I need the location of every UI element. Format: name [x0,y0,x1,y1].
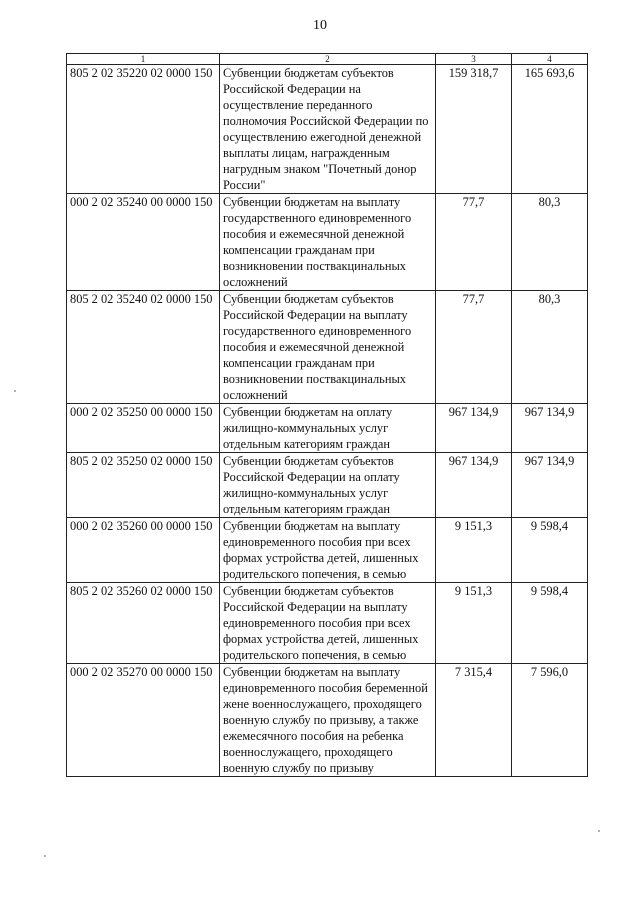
budget-table [66,53,588,777]
value-year2-cell: 967 134,9 [512,404,588,453]
budget-code-cell: 805 2 02 35250 02 0000 150 [67,453,220,518]
value-year1-cell: 9 151,3 [436,518,512,583]
description-cell: Субвенции бюджетам субъектов Российской Федерации на выплату государственного единовременного пособия и ежемесячной денежной компенсации гражданам при возникновении поствакцинальных осложнений [220,291,436,404]
table-row [67,65,588,194]
value-year1-cell: 77,7 [436,194,512,291]
column-header-code-number: 1 [67,54,220,65]
value-year2-cell: 967 134,9 [512,453,588,518]
table-header-row [67,54,588,65]
description-cell: Субвенции бюджетам на выплату единовременного пособия при всех формах устройства детей, лишенных родительского попечения, в семью [220,518,436,583]
table-row [67,518,588,583]
value-year1-cell: 967 134,9 [436,453,512,518]
budget-code-cell: 000 2 02 35270 00 0000 150 [67,664,220,777]
scan-speck [598,830,600,832]
description-cell: Субвенции бюджетам субъектов Российской Федерации на выплату единовременного пособия при всех формах устройства детей, лишенных родительского попечения, в семью [220,583,436,664]
value-year2-cell: 80,3 [512,194,588,291]
scan-speck [14,390,16,392]
budget-code-cell: 000 2 02 35250 00 0000 150 [67,404,220,453]
budget-code-cell: 805 2 02 35240 02 0000 150 [67,291,220,404]
description-cell: Субвенции бюджетам на оплату жилищно-коммунальных услуг отдельным категориям граждан [220,404,436,453]
table-row [67,291,588,404]
value-year1-cell: 967 134,9 [436,404,512,453]
budget-code-cell: 805 2 02 35260 02 0000 150 [67,583,220,664]
table-row [67,583,588,664]
value-year2-cell: 165 693,6 [512,65,588,194]
description-cell: Субвенции бюджетам субъектов Российской Федерации на осуществление переданного полномочия Российской Федерации по осуществлению ежегодной денежной выплаты лицам, награжденным нагрудным знаком "Почетный донор России" [220,65,436,194]
value-year2-cell: 80,3 [512,291,588,404]
value-year1-cell: 9 151,3 [436,583,512,664]
value-year1-cell: 159 318,7 [436,65,512,194]
table-row [67,194,588,291]
value-year2-cell: 7 596,0 [512,664,588,777]
description-cell: Субвенции бюджетам на выплату государственного единовременного пособия и ежемесячной денежной компенсации гражданам при возникновении поствакцинальных осложнений [220,194,436,291]
table-row [67,664,588,777]
scan-speck [44,855,46,857]
column-header-year2-number: 4 [512,54,588,65]
page-number: 10 [313,18,327,33]
budget-code-cell: 805 2 02 35220 02 0000 150 [67,65,220,194]
value-year2-cell: 9 598,4 [512,583,588,664]
column-header-year1-number: 3 [436,54,512,65]
description-cell: Субвенции бюджетам на выплату единовременного пособия беременной жене военнослужащего, проходящего военную службу по призыву, а также ежемесячного пособия на ребенка военнослужащего, проходящего военную службу по призыву [220,664,436,777]
table-row [67,404,588,453]
column-header-name-number: 2 [220,54,436,65]
description-cell: Субвенции бюджетам субъектов Российской Федерации на оплату жилищно-коммунальных услуг отдельным категориям граждан [220,453,436,518]
value-year2-cell: 9 598,4 [512,518,588,583]
table-row [67,453,588,518]
budget-code-cell: 000 2 02 35260 00 0000 150 [67,518,220,583]
budget-code-cell: 000 2 02 35240 00 0000 150 [67,194,220,291]
value-year1-cell: 77,7 [436,291,512,404]
value-year1-cell: 7 315,4 [436,664,512,777]
